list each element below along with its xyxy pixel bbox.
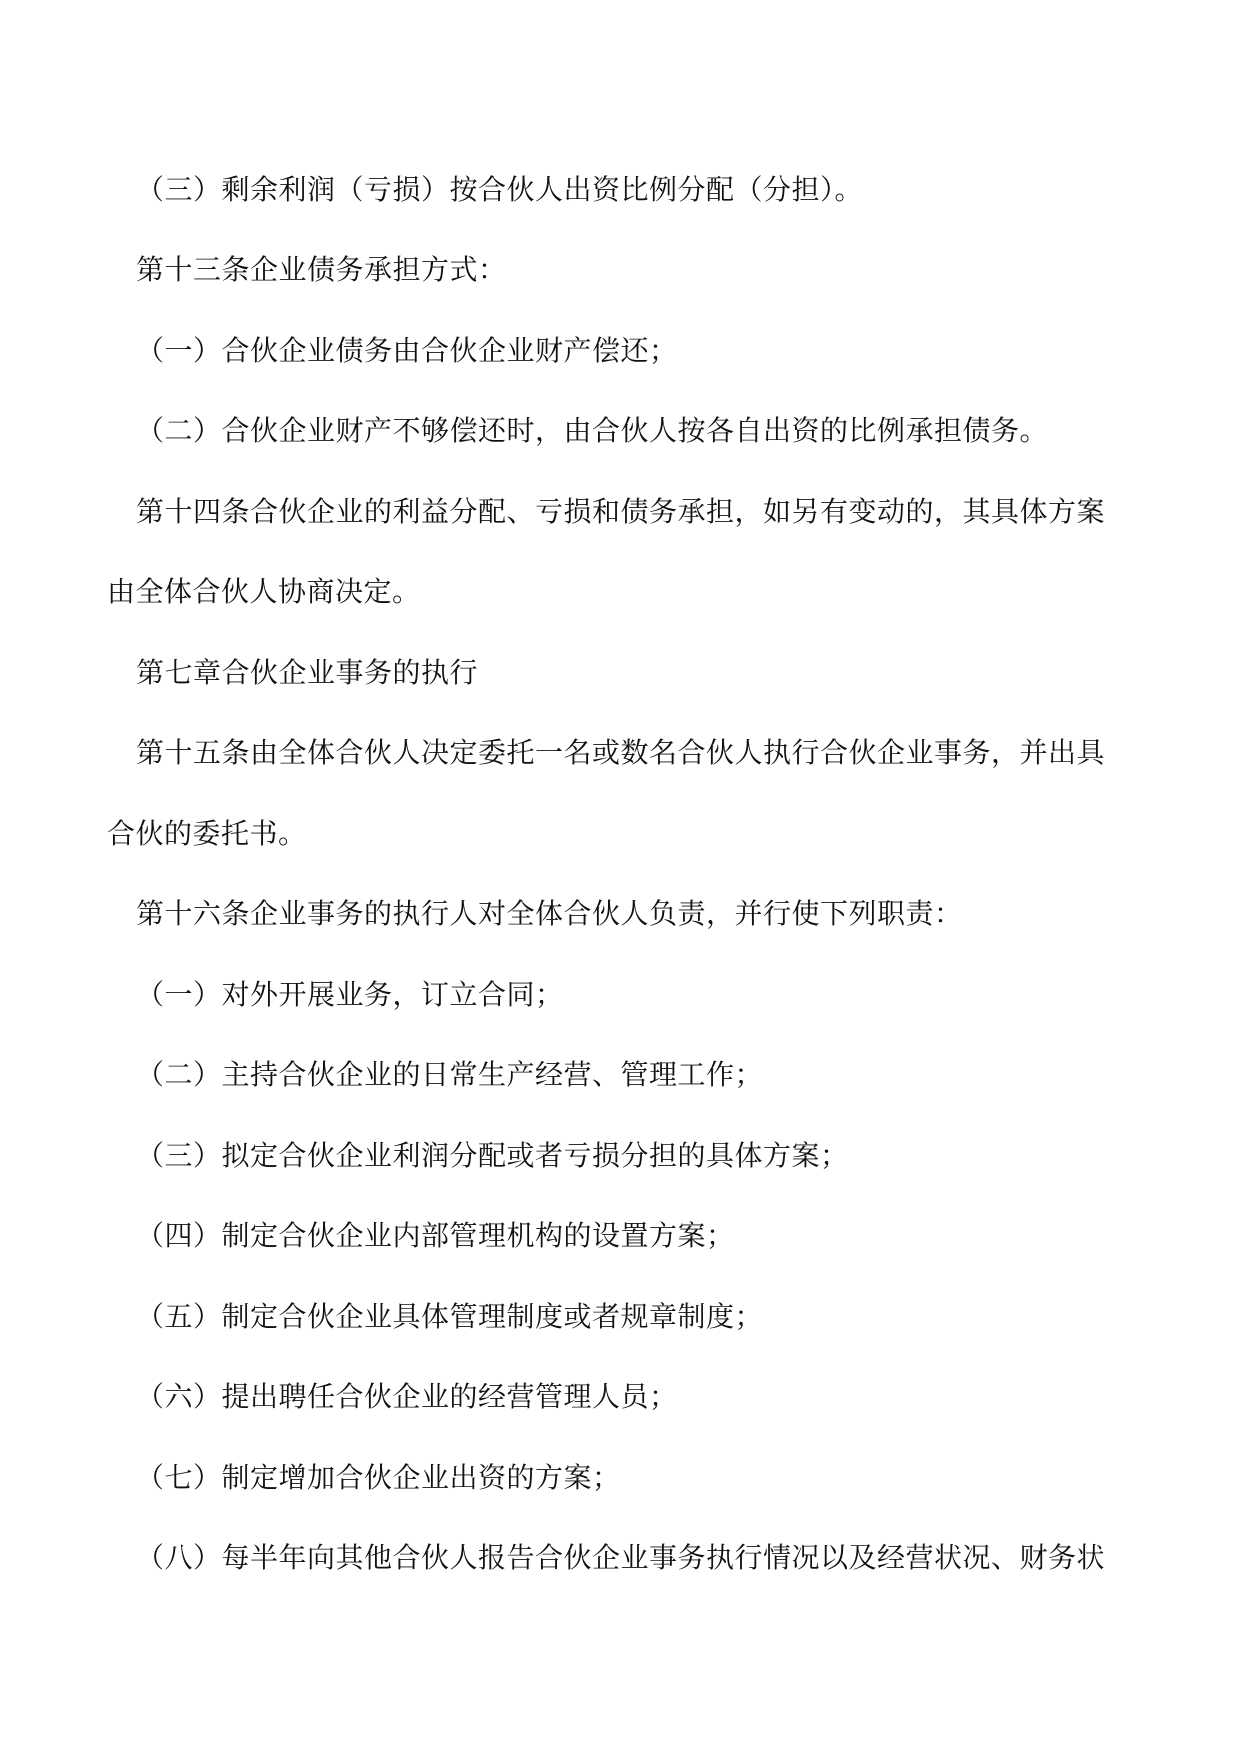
paragraph-profit-distribution-3: （三）剩余利润（亏损）按合伙人出资比例分配（分担）。 xyxy=(136,173,864,206)
duty-item-1: （一）对外开展业务，订立合同； xyxy=(136,978,564,1011)
duty-item-4: （四）制定合伙企业内部管理机构的设置方案； xyxy=(136,1219,735,1252)
article-13-heading: 第十三条企业债务承担方式： xyxy=(136,253,507,286)
duty-item-8: （八）每半年向其他合伙人报告合伙企业事务执行情况以及经营状况、财务状 xyxy=(136,1541,1106,1574)
article-14-line-1: 第十四条合伙企业的利益分配、亏损和债务承担，如另有变动的，其具体方案 xyxy=(136,495,1106,528)
paragraph-debt-repayment-2: （二）合伙企业财产不够偿还时，由合伙人按各自出资的比例承担债务。 xyxy=(136,414,1049,447)
article-16-heading: 第十六条企业事务的执行人对全体合伙人负责，并行使下列职责： xyxy=(136,897,963,930)
duty-item-5: （五）制定合伙企业具体管理制度或者规章制度； xyxy=(136,1300,764,1333)
duty-item-2: （二）主持合伙企业的日常生产经营、管理工作； xyxy=(136,1058,764,1091)
duty-item-3: （三）拟定合伙企业利润分配或者亏损分担的具体方案； xyxy=(136,1139,849,1172)
duty-item-7: （七）制定增加合伙企业出资的方案； xyxy=(136,1461,621,1494)
duty-item-6: （六）提出聘任合伙企业的经营管理人员； xyxy=(136,1380,678,1413)
paragraph-debt-repayment-1: （一）合伙企业债务由合伙企业财产偿还； xyxy=(136,334,678,367)
article-14-line-2: 由全体合伙人协商决定。 xyxy=(107,575,421,608)
article-15-line-2: 合伙的委托书。 xyxy=(107,817,307,850)
article-15-line-1: 第十五条由全体合伙人决定委托一名或数名合伙人执行合伙企业事务，并出具 xyxy=(136,736,1106,769)
chapter-7-heading: 第七章合伙企业事务的执行 xyxy=(136,656,479,689)
